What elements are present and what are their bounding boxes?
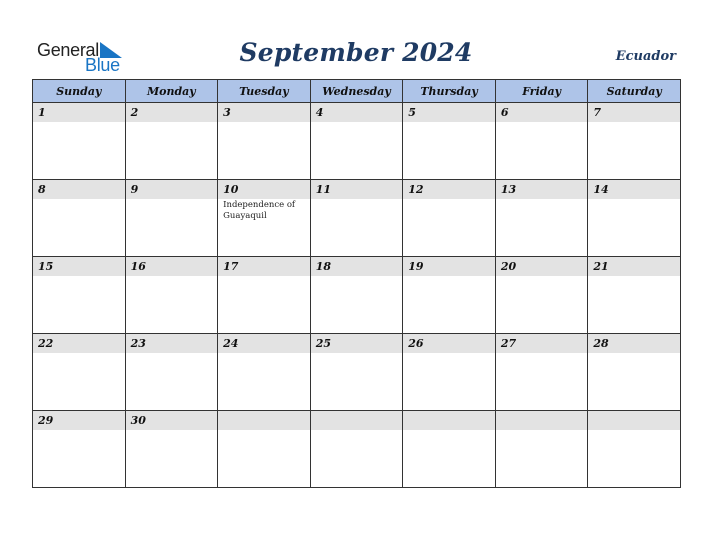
weekday-header: Friday (495, 80, 588, 103)
day-cell (218, 411, 311, 488)
day-cell (403, 411, 496, 488)
day-cell (218, 180, 311, 257)
day-number: 1 (33, 103, 125, 122)
day-number: 9 (126, 180, 218, 199)
day-number: 16 (126, 257, 218, 276)
week-row (33, 334, 681, 411)
day-cell (125, 334, 218, 411)
day-number (311, 411, 403, 430)
logo-text-general: General (37, 40, 99, 60)
weekday-header-row (33, 80, 681, 103)
week-row (33, 103, 681, 180)
day-number: 15 (33, 257, 125, 276)
day-cell (495, 257, 588, 334)
day-cell (125, 103, 218, 180)
day-number: 3 (218, 103, 310, 122)
day-number: 21 (588, 257, 680, 276)
country-label: Ecuador (615, 49, 676, 64)
day-number: 24 (218, 334, 310, 353)
weekday-header: Tuesday (218, 80, 311, 103)
day-number: 11 (311, 180, 403, 199)
day-number: 2 (126, 103, 218, 122)
day-cell (33, 180, 126, 257)
day-cell (403, 103, 496, 180)
day-number: 20 (496, 257, 588, 276)
day-cell (403, 257, 496, 334)
day-cell (495, 411, 588, 488)
week-row (33, 411, 681, 488)
day-cell (33, 103, 126, 180)
day-number (218, 411, 310, 430)
day-number: 26 (403, 334, 495, 353)
day-number (588, 411, 680, 430)
day-cell (310, 180, 403, 257)
day-cell (218, 103, 311, 180)
day-cell (588, 180, 681, 257)
day-cell (588, 257, 681, 334)
day-cell (310, 103, 403, 180)
day-cell (403, 334, 496, 411)
weekday-header: Wednesday (310, 80, 403, 103)
logo-text-blue: Blue (85, 55, 120, 75)
generalblue-logo (37, 40, 127, 74)
day-number: 10 (218, 180, 310, 199)
day-number: 27 (496, 334, 588, 353)
weekday-header: Sunday (33, 80, 126, 103)
day-number: 17 (218, 257, 310, 276)
day-cell (588, 411, 681, 488)
day-number: 4 (311, 103, 403, 122)
day-number: 28 (588, 334, 680, 353)
day-cell (218, 257, 311, 334)
day-number: 22 (33, 334, 125, 353)
weekday-header: Monday (125, 80, 218, 103)
calendar-grid (32, 79, 681, 488)
day-number: 30 (126, 411, 218, 430)
day-cell (588, 103, 681, 180)
day-cell (588, 334, 681, 411)
day-number: 13 (496, 180, 588, 199)
week-row (33, 257, 681, 334)
day-number (496, 411, 588, 430)
day-number: 19 (403, 257, 495, 276)
day-number: 25 (311, 334, 403, 353)
day-cell (125, 257, 218, 334)
page-title: September 2024 (239, 38, 473, 67)
weekday-header: Thursday (403, 80, 496, 103)
day-number (403, 411, 495, 430)
day-number: 6 (496, 103, 588, 122)
day-number: 29 (33, 411, 125, 430)
day-cell (403, 180, 496, 257)
day-number: 14 (588, 180, 680, 199)
day-number: 5 (403, 103, 495, 122)
day-cell (125, 411, 218, 488)
day-number: 8 (33, 180, 125, 199)
day-number: 7 (588, 103, 680, 122)
day-cell (125, 180, 218, 257)
day-cell (495, 334, 588, 411)
day-cell (33, 334, 126, 411)
day-cell (310, 334, 403, 411)
weekday-header: Saturday (588, 80, 681, 103)
day-number: 18 (311, 257, 403, 276)
week-row (33, 180, 681, 257)
day-cell (310, 257, 403, 334)
day-cell (495, 180, 588, 257)
day-number: 12 (403, 180, 495, 199)
day-number: 23 (126, 334, 218, 353)
day-cell (33, 257, 126, 334)
day-cell (310, 411, 403, 488)
day-cell (218, 334, 311, 411)
day-cell (495, 103, 588, 180)
day-cell (33, 411, 126, 488)
holiday-label: Independence of Guayaquil (223, 200, 296, 221)
